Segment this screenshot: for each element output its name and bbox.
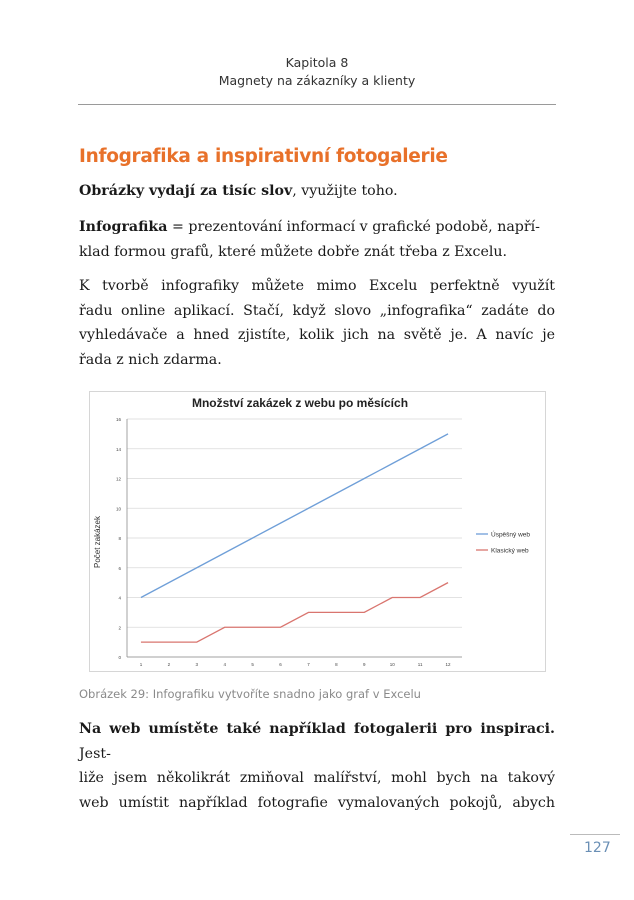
figure-caption: Obrázek 29: Infografiku vytvoříte snadno jako graf v Excelu — [79, 687, 421, 701]
p2-bold: Infografika — [79, 219, 168, 235]
p2-line1: = prezentování informací v grafické podobě, napří- — [167, 219, 540, 235]
section-heading: Infografika a inspirativní fotogalerie — [79, 146, 448, 167]
x-tick-label: 2 — [167, 662, 171, 667]
x-tick-label: 3 — [195, 662, 199, 667]
y-tick-label: 14 — [115, 446, 121, 452]
y-tick-label: 6 — [118, 565, 121, 571]
header-divider — [78, 104, 556, 105]
series-line-1 — [141, 434, 448, 598]
chart-legend — [476, 530, 530, 555]
p4-line1: Na web umístěte také například fotogalerii pro inspiraci. — [79, 721, 555, 737]
paragraph-4 — [79, 717, 555, 815]
x-tick-label: 11 — [417, 662, 423, 667]
chart-grid — [127, 419, 462, 657]
p2-line2: klad formou grafů, které můžete dobře znát třeba z Excelu. — [79, 243, 508, 260]
footer-divider — [570, 834, 620, 835]
p4-line1-rest: Jest- — [79, 745, 111, 762]
x-tick-label: 6 — [279, 662, 282, 667]
p4-line1-wrap — [79, 717, 555, 766]
p1-bold: Obrázky vydají za tisíc slov — [79, 183, 293, 199]
series-line-2 — [141, 583, 448, 643]
x-tick-label: 7 — [307, 662, 310, 667]
y-tick-label: 8 — [118, 536, 121, 541]
x-tick-label: 8 — [335, 662, 338, 667]
y-tick-label: 0 — [118, 655, 121, 660]
p3-line1: K tvorbě infografiky můžete mimo Excelu perfektně využít — [79, 278, 555, 294]
x-tick-label: 12 — [445, 662, 451, 667]
y-tick-label: 2 — [118, 625, 121, 631]
p3-line4: řada z nich zdarma. — [79, 351, 222, 368]
paragraph-3 — [79, 274, 555, 372]
chart-y-axis-label: Počet zakázek — [93, 515, 102, 569]
chapter-title: Magnety na zákazníky a klienty — [218, 73, 416, 88]
line-chart — [89, 391, 546, 672]
running-header — [0, 54, 634, 90]
x-tick-label: 5 — [251, 662, 254, 667]
chapter-number: Kapitola 8 — [285, 55, 349, 70]
chart-title: Množství zakázek z webu po měsících — [191, 396, 409, 410]
paragraph-2 — [79, 215, 555, 264]
y-tick-label: 10 — [115, 506, 121, 512]
legend-label: Úspěšný web — [491, 531, 531, 539]
x-tick-label: 4 — [223, 662, 226, 667]
p1-rest: , využijte toho. — [292, 183, 398, 199]
x-tick-label: 9 — [363, 662, 366, 667]
p3-line2: řadu online aplikací. Stačí, když slovo „infografika“ zadáte do — [79, 302, 555, 319]
x-tick-label: 1 — [139, 662, 143, 667]
page-number: 127 — [584, 840, 611, 856]
y-tick-label: 16 — [115, 417, 121, 422]
y-tick-label: 4 — [118, 595, 121, 601]
y-tick-label: 12 — [115, 476, 121, 482]
p4-line3: web umístit například fotografie vymalovaných pokojů, abych — [79, 794, 555, 811]
legend-label: Klasický web — [491, 547, 529, 555]
p4-line2: liže jsem několikrát zmiňoval malířství, mohl bych na takový — [79, 770, 555, 786]
x-tick-label: 10 — [389, 662, 395, 667]
paragraph-1 — [79, 179, 555, 204]
p3-line3: vyhledávače a hned zjistíte, kolik jich na světě je. A navíc je — [79, 327, 555, 343]
chart-svg — [90, 392, 545, 671]
